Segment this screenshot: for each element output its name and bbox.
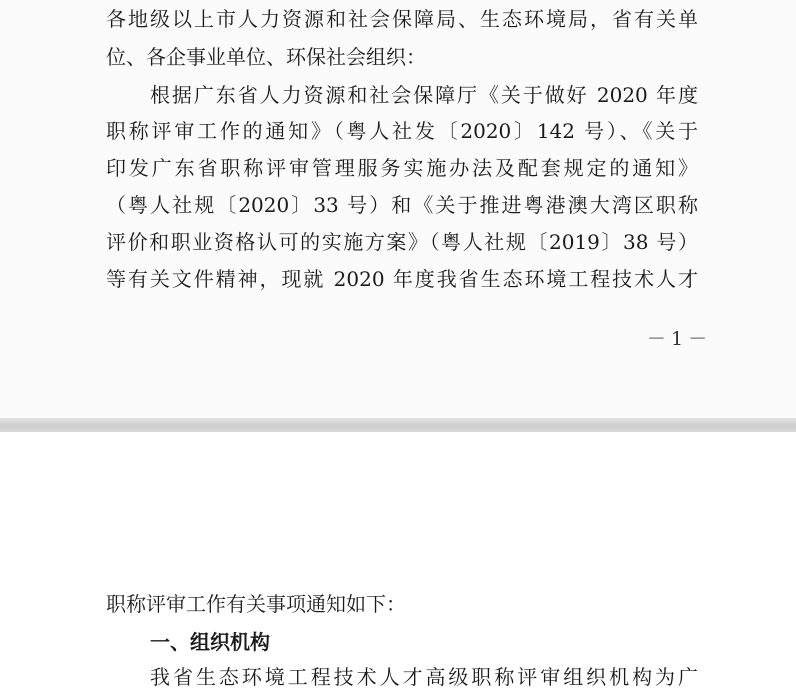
paragraph-first-line: 我省生态环境工程技术人才高级职称评审组织机构为广	[150, 665, 698, 689]
document-page-2	[0, 432, 796, 698]
body-text-line: 印发广东省职称评审管理服务实施办法及配套规定的通知》	[106, 156, 698, 180]
body-text-line: 等有关文件精神，现就 2020 年度我省生态环境工程技术人才	[106, 267, 698, 291]
body-text-line: 职称评审工作有关事项通知如下：	[106, 592, 406, 616]
body-text-line: 评价和职业资格认可的实施方案》（粤人社规〔2019〕38 号）	[106, 230, 698, 254]
body-text-line: 职称评审工作的通知》（粤人社发〔2020〕142 号）、《关于	[106, 119, 698, 143]
section-heading: 一、组织机构	[150, 630, 270, 654]
paragraph-first-line: 根据广东省人力资源和社会保障厅《关于做好 2020 年度	[150, 83, 698, 107]
page-separator	[0, 418, 796, 432]
body-text-line: 各地级以上市人力资源和社会保障局、生态环境局，省有关单	[106, 7, 698, 31]
body-text-line: 位、各企事业单位、环保社会组织：	[106, 45, 426, 69]
body-text-line: （粤人社规〔2020〕33 号）和《关于推进粤港澳大湾区职称	[106, 193, 698, 217]
page-number: －1－	[647, 328, 713, 350]
